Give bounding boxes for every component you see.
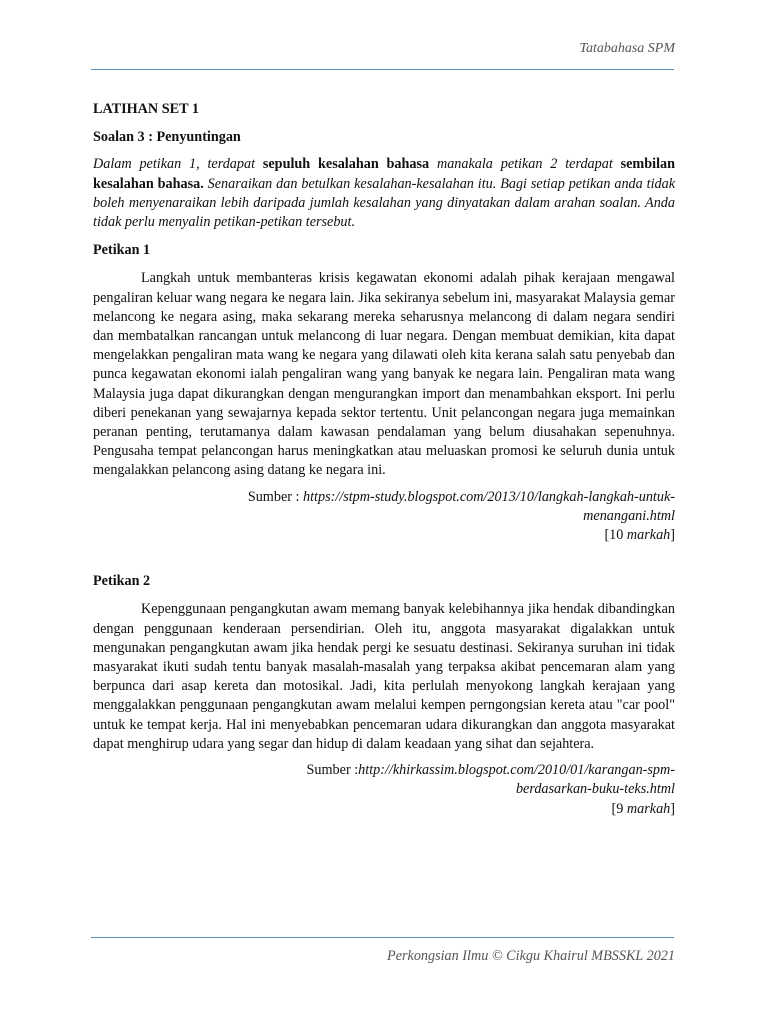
question-title: Soalan 3 : Penyuntingan bbox=[93, 129, 241, 146]
instructions-bold2: sembilan kesalahan bahasa. bbox=[93, 156, 675, 192]
instructions-part1: Dalam petikan 1, terdapat bbox=[93, 156, 263, 173]
passage1-marks-close: ] bbox=[670, 527, 675, 544]
passage2-source bbox=[93, 761, 675, 819]
instructions-part3: Senaraikan dan betulkan kesalahan-kesalahan itu. Bagi setiap petikan anda tidak boleh menyenaraikan lebih daripada jumlah kesalahan yang dinyatakan dalam arahan soalan. Anda tidak perlu menyalin petikan-petikan tersebut. bbox=[93, 175, 675, 231]
passage2-source-label: Sumber : bbox=[306, 762, 359, 779]
instructions bbox=[93, 155, 675, 232]
passage1-source bbox=[93, 488, 675, 546]
footer-text: Perkongsian Ilmu © Cikgu Khairul MBSSKL 2021 bbox=[387, 948, 675, 964]
passage2-marks-open: [9 bbox=[611, 800, 627, 817]
passage2-source-url-2: berdasarkan-buku-teks.html bbox=[515, 781, 675, 798]
set-title: LATIHAN SET 1 bbox=[93, 101, 199, 117]
footer-divider bbox=[91, 937, 674, 938]
passage1-source-url-2: menangani.html bbox=[583, 507, 675, 524]
passage1-heading: Petikan 1 bbox=[93, 242, 151, 259]
passage2-text: Kepenggunaan pengangkutan awam memang banyak kelebihannya jika hendak dibandingkan dengan penggunaan kenderaan persendirian. Oleh itu, anggota masyarakat digalakkan untuk mengunakan pengangkutan awam jika hendak pergi ke sesuatu destinasi. Sekiranya suruhan ini tidak masyarakat ikuti sudah tentu banyak masalah-masalah yang terpaksa akibat pencemaran alam yang berpunca dari asap kereta dan motosikal. Jadi, kita perlulah menyokong langkah kerajaan yang menggalakkan penggunaan pengangkutan awam melalui kempen perngongsian kereta atau "car pool" untuk ke tempat kerja. Hal ini menyebabkan pencemaran udara dikurangkan dan anggota masyarakat dapat menghirup udara yang segar dan hidup di dalam keadaan yang sihat dan sejahtera. bbox=[93, 601, 675, 752]
passage1-source-label: Sumber : bbox=[247, 488, 303, 505]
passage1-source-url-1: https://stpm-study.blogspot.com/2013/10/langkah-langkah-untuk- bbox=[303, 488, 675, 505]
passage1-marks-word: markah bbox=[626, 527, 671, 544]
passage2-source-url-1: http://khirkassim.blogspot.com/2010/01/karangan-spm- bbox=[358, 762, 675, 779]
passage1-marks-open: [10 bbox=[604, 527, 627, 544]
passage2-marks-close: ] bbox=[670, 800, 675, 817]
passage1-text: Langkah untuk membanteras krisis kegawatan ekonomi adalah pihak kerajaan mengawal pengaliran keluar wang negara ke negara lain. Jika sekiranya sebelum ini, masyarakat Malaysia gemar melancong ke negara asing, maka sekarang mereka seharusnya melancong di dalam negara sendiri dan membatalkan rancangan untuk melancong di luar negara. Dengan membuat demikian, kita dapat mengelakkan pengaliran mata wang ke negara yang dilawati oleh kita kerana salah satu penyebab dan punca kegawatan ekonomi ialah pengaliran wang yang banyak ke negara lain. Pengaliran mata wang Malaysia juga dapat dikurangkan dengan mengurangkan import dan menambahkan eksport. Ini perlu diberi penekanan yang sewajarnya kepada sektor tertentu. Unit pelancongan negara juga memainkan peranan penting, terutamanya dalam kawasan pendalaman yang belum diusahakan sepenuhnya. Pengusaha tempat pelancongan harus meningkatkan atau meluaskan promosi ke seluruh dunia untuk mengalakkan pelancong asing datang ke negara ini. bbox=[93, 270, 675, 479]
header-title: Tatabahasa SPM bbox=[579, 41, 675, 56]
passage2-heading: Petikan 2 bbox=[93, 573, 151, 590]
document-body bbox=[93, 100, 675, 819]
passage2-marks-word: markah bbox=[626, 800, 671, 817]
instructions-part2: manakala petikan 2 terdapat bbox=[429, 156, 621, 173]
instructions-bold1: sepuluh kesalahan bahasa bbox=[262, 156, 430, 173]
header-divider bbox=[91, 69, 674, 70]
